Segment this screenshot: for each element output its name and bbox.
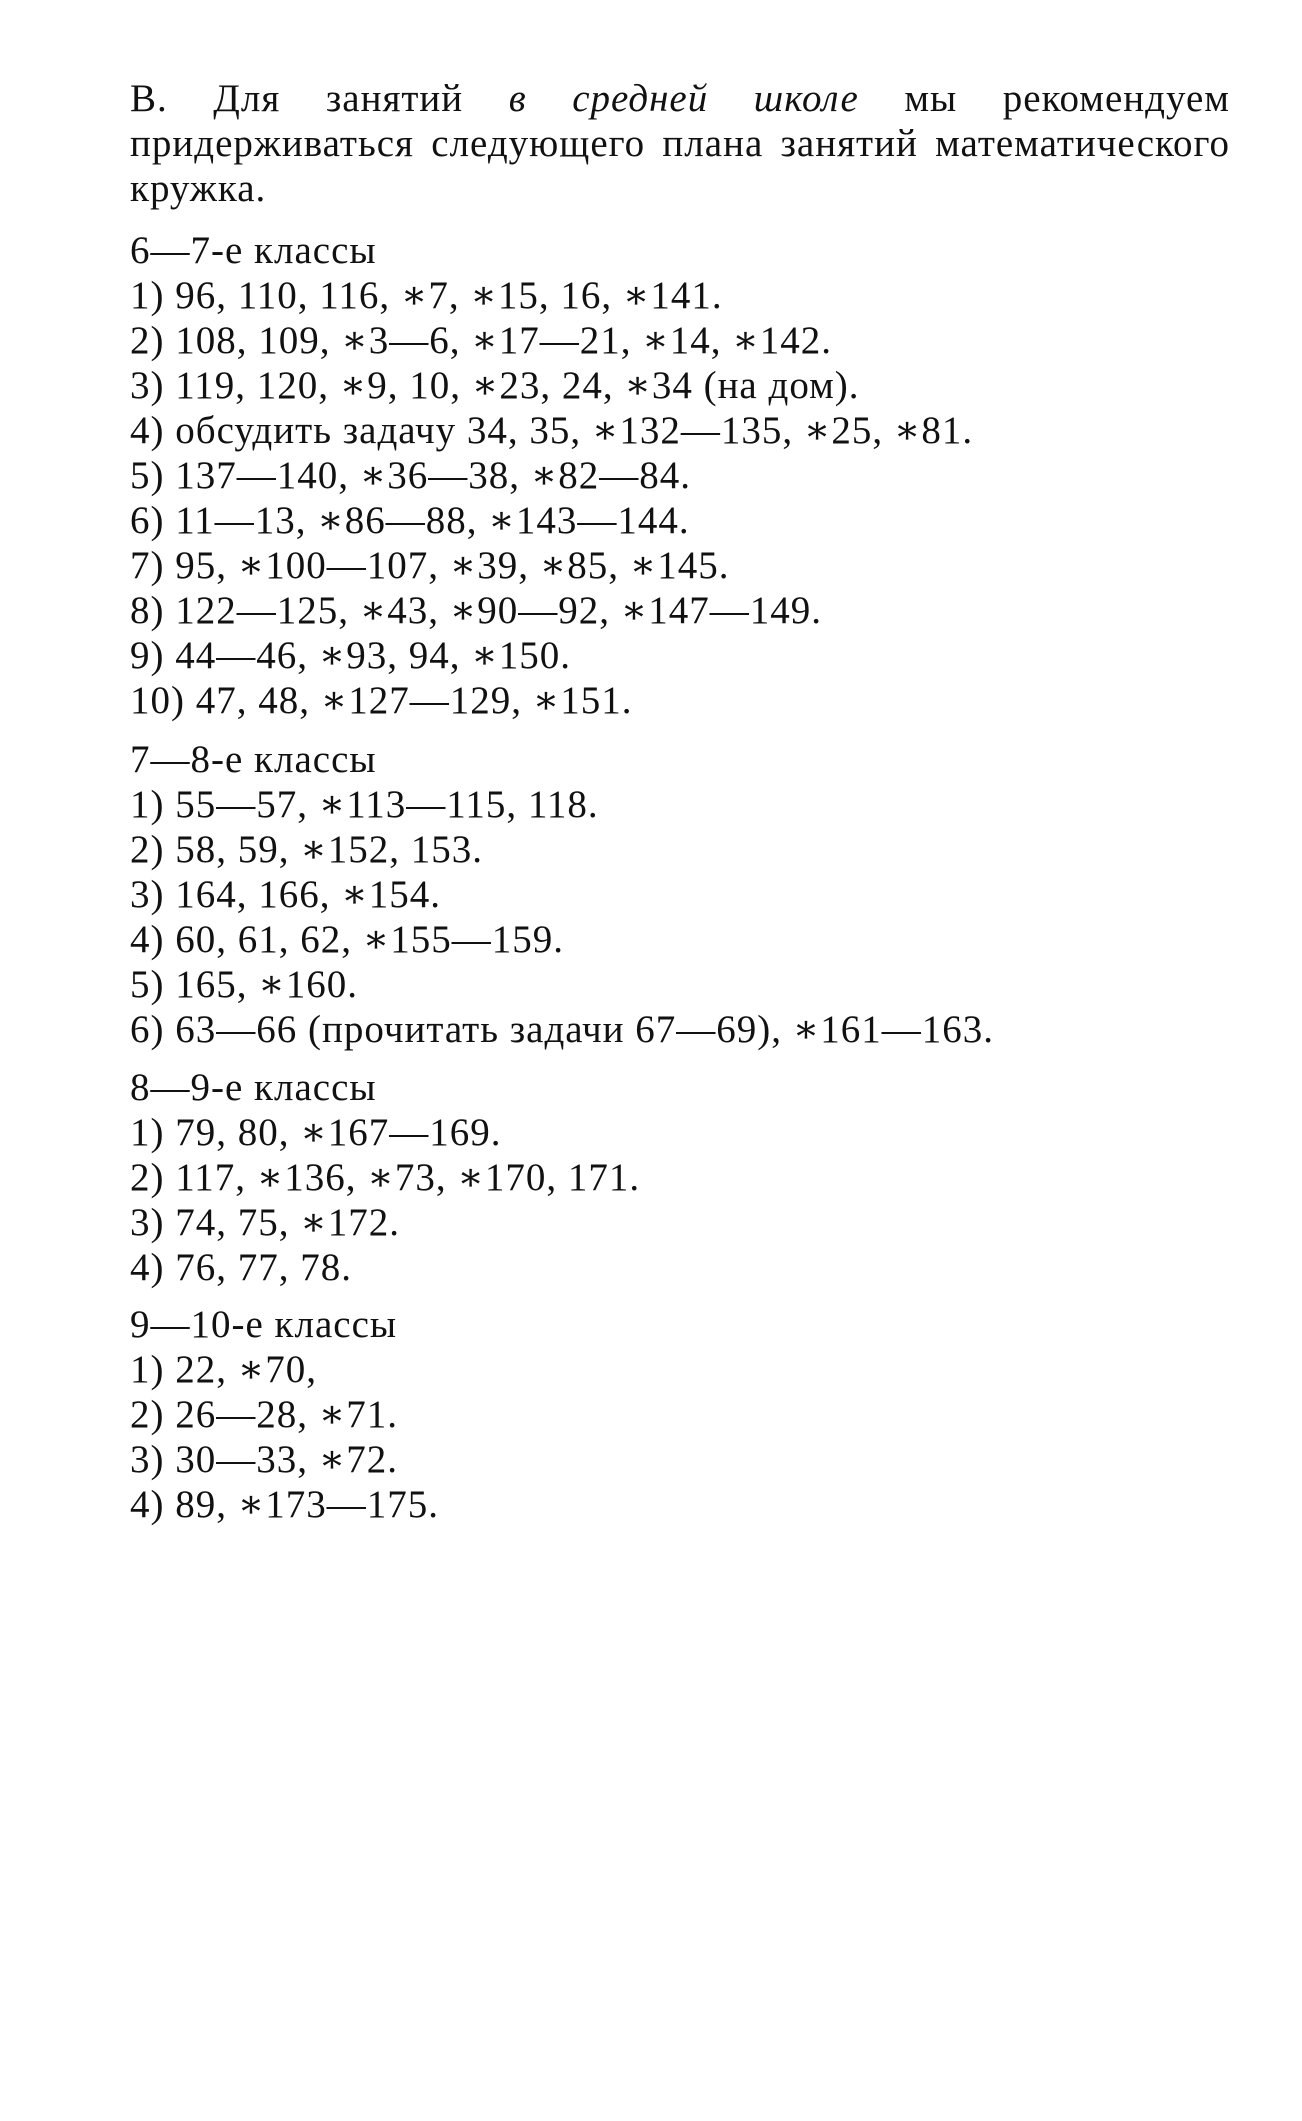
item-text: 122—125, ∗43, ∗90—92, ∗147—149. [175, 589, 823, 632]
list-item [130, 917, 1230, 962]
item-text: 55—57, ∗113—115, 118. [175, 783, 599, 826]
item-text: 63—66 (прочитать задачи 67—69), ∗161—163. [175, 1008, 995, 1051]
item-text: 58, 59, ∗152, 153. [175, 828, 484, 871]
section-grades-6-7 [130, 228, 1230, 723]
item-number: 2) [130, 1393, 165, 1436]
item-number: 2) [130, 1156, 165, 1199]
list-item [130, 1110, 1230, 1155]
item-number: 5) [130, 963, 165, 1006]
item-text: 76, 77, 78. [175, 1246, 352, 1289]
list-item [130, 1245, 1230, 1290]
item-number: 3) [130, 873, 165, 916]
item-text: 22, ∗70, [175, 1348, 318, 1391]
intro-prefix: В. Для занятий [130, 77, 509, 120]
item-text: 119, 120, ∗9, 10, ∗23, 24, ∗34 (на дом). [175, 364, 860, 407]
item-text: 117, ∗136, ∗73, ∗170, 171. [175, 1156, 641, 1199]
list-item [130, 363, 1230, 408]
list-item [130, 633, 1230, 678]
item-number: 7) [130, 544, 165, 587]
list-item [130, 1155, 1230, 1200]
item-text: 47, 48, ∗127—129, ∗151. [195, 679, 633, 722]
item-number: 2) [130, 828, 165, 871]
list-item [130, 273, 1230, 318]
section-grades-8-9 [130, 1065, 1230, 1290]
item-number: 1) [130, 1111, 165, 1154]
item-list [130, 1347, 1230, 1527]
list-item [130, 827, 1230, 872]
item-number: 4) [130, 918, 165, 961]
item-number: 3) [130, 1201, 165, 1244]
intro-paragraph [130, 76, 1230, 211]
item-number: 4) [130, 1246, 165, 1289]
list-item [130, 453, 1230, 498]
section-title: 6—7-е классы [130, 229, 377, 272]
item-number: 1) [130, 1348, 165, 1391]
item-text: 30—33, ∗72. [175, 1438, 399, 1481]
item-text: 108, 109, ∗3—6, ∗17—21, ∗14, ∗142. [175, 319, 833, 362]
section-grades-7-8 [130, 737, 1230, 1052]
item-text: обсудить задачу 34, 35, ∗132—135, ∗25, ∗81. [175, 409, 974, 452]
list-item [130, 1437, 1230, 1482]
list-item [130, 318, 1230, 363]
item-text: 74, 75, ∗172. [175, 1201, 401, 1244]
list-item [130, 1007, 1230, 1052]
item-list [130, 782, 1230, 1052]
item-number: 2) [130, 319, 165, 362]
item-number: 4) [130, 1483, 165, 1526]
item-number: 3) [130, 364, 165, 407]
list-item [130, 872, 1230, 917]
intro-emphasis: в средней школе [508, 77, 859, 120]
section-title: 9—10-е классы [130, 1303, 398, 1346]
section-grades-9-10 [130, 1302, 1230, 1527]
item-number: 3) [130, 1438, 165, 1481]
list-item [130, 1200, 1230, 1245]
item-list [130, 273, 1230, 723]
list-item [130, 588, 1230, 633]
list-item [130, 498, 1230, 543]
item-number: 6) [130, 1008, 165, 1051]
list-item [130, 543, 1230, 588]
item-text: 164, 166, ∗154. [175, 873, 442, 916]
item-number: 1) [130, 783, 165, 826]
item-text: 60, 61, 62, ∗155—159. [175, 918, 565, 961]
item-text: 44—46, ∗93, 94, ∗150. [175, 634, 572, 677]
item-text: 79, 80, ∗167—169. [175, 1111, 502, 1154]
item-text: 137—140, ∗36—38, ∗82—84. [175, 454, 692, 497]
section-title: 7—8-е классы [130, 738, 377, 781]
item-text: 96, 110, 116, ∗7, ∗15, 16, ∗141. [175, 274, 723, 317]
list-item [130, 678, 1230, 723]
item-number: 9) [130, 634, 165, 677]
item-number: 1) [130, 274, 165, 317]
item-number: 6) [130, 499, 165, 542]
list-item [130, 408, 1230, 453]
item-number: 8) [130, 589, 165, 632]
list-item [130, 1347, 1230, 1392]
item-text: 95, ∗100—107, ∗39, ∗85, ∗145. [175, 544, 730, 587]
item-number: 4) [130, 409, 165, 452]
item-text: 26—28, ∗71. [175, 1393, 399, 1436]
item-number: 5) [130, 454, 165, 497]
item-text: 11—13, ∗86—88, ∗143—144. [175, 499, 690, 542]
list-item [130, 962, 1230, 1007]
item-list [130, 1110, 1230, 1290]
section-title: 8—9-е классы [130, 1066, 377, 1109]
list-item [130, 1482, 1230, 1527]
item-text: 89, ∗173—175. [175, 1483, 440, 1526]
intro-suffix: мы рекомендуем придерживаться следующего плана занятий математического кружка. [130, 77, 1230, 210]
list-item [130, 782, 1230, 827]
item-number: 10) [130, 679, 185, 722]
item-text: 165, ∗160. [175, 963, 359, 1006]
list-item [130, 1392, 1230, 1437]
